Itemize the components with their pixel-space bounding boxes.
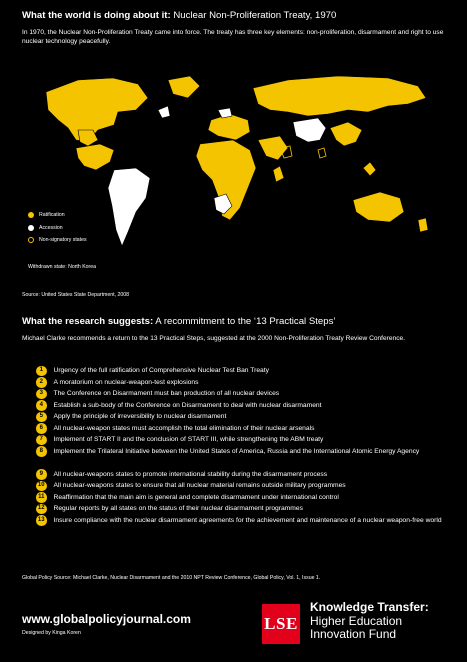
step-number-badge: 12 bbox=[36, 504, 47, 515]
step-item bbox=[36, 446, 456, 457]
step-item bbox=[36, 400, 456, 411]
legend-accession-dot bbox=[28, 225, 34, 231]
kt-line-2: Higher Education bbox=[310, 613, 403, 628]
step-text: Reaffirmation that the main aim is general and complete disarmament under international control bbox=[53, 493, 339, 501]
step-text: Apply the principle of irreversibility to nuclear disarmament bbox=[53, 413, 227, 420]
legend-item-ratification bbox=[28, 209, 87, 222]
legend-accession-label: Accession bbox=[39, 224, 63, 231]
step-number-badge: 5 bbox=[36, 412, 47, 423]
step-number-badge: 3 bbox=[36, 389, 47, 400]
step-text: Insure compliance with the nuclear disarmament agreements for the achievement and maintenance of a nuclear weapon-free world bbox=[53, 516, 442, 524]
step-text: Implement of START II and the conclusion of START III, while strengthening the ABM treaty bbox=[53, 436, 324, 443]
step-number-badge: 6 bbox=[36, 423, 47, 434]
step-item bbox=[36, 365, 456, 376]
step-item bbox=[36, 492, 456, 503]
legend-item-accession bbox=[28, 222, 87, 235]
step-item bbox=[36, 377, 456, 388]
step-item bbox=[36, 434, 456, 445]
section2-heading-bold: What the research suggests: bbox=[22, 316, 154, 327]
step-number-badge: 13 bbox=[36, 515, 47, 526]
designer-credit: Designed by Kinga Koren bbox=[22, 630, 81, 636]
step-number-badge: 10 bbox=[36, 481, 47, 492]
legend-non-signatory-dot bbox=[28, 237, 34, 243]
legend-item-non-signatory bbox=[28, 234, 87, 247]
step-item bbox=[36, 388, 456, 399]
step-number-badge: 11 bbox=[36, 492, 47, 503]
lse-logo: LSE bbox=[262, 604, 300, 644]
legend-non-signatory-label: Non-signatory states bbox=[39, 237, 87, 244]
step-item bbox=[36, 423, 456, 434]
step-item bbox=[36, 469, 456, 480]
section2-intro: Michael Clarke recommends a return to the 13 Practical Steps, suggested at the 2000 Non-Proliferation Treaty Review Conference. bbox=[22, 335, 405, 342]
section2-heading-rest: A recommitment to the ‘13 Practical Steps’ bbox=[153, 316, 336, 327]
step-text: The Conference on Disarmament must ban production of all nuclear devices bbox=[53, 390, 280, 397]
step-number-badge: 9 bbox=[36, 469, 47, 480]
kt-line-3: Innovation Fund bbox=[310, 627, 397, 642]
kt-line-1: Knowledge Transfer: bbox=[310, 600, 429, 614]
step-item bbox=[36, 411, 456, 422]
step-text: Establish a sub-body of the Conference on Disarmament to deal with nuclear disarmament bbox=[53, 401, 322, 409]
withdrawn-state-note: Withdrawn state: North Korea bbox=[28, 264, 97, 270]
section1-heading bbox=[22, 10, 336, 22]
step-number-badge: 1 bbox=[36, 366, 47, 377]
step-text: Regular reports by all states on the status of their nuclear disarmament programmes bbox=[53, 505, 303, 512]
map-source: Source: United States State Department, 2008 bbox=[22, 292, 129, 298]
step-number-badge: 2 bbox=[36, 377, 47, 388]
step-text: All nuclear-weapons states to ensure that all nuclear material remains outside military programmes bbox=[53, 482, 346, 489]
step-text: A moratorium on nuclear-weapon-test explosions bbox=[53, 378, 199, 386]
map-legend bbox=[28, 209, 87, 247]
step-text: Implement the Trilateral Initiative between the United States of America, Russia and the International Atomic Energy Agency bbox=[53, 447, 420, 455]
step-item bbox=[36, 515, 456, 526]
research-source: Global Policy Source: Michael Clarke, Nuclear Disarmament and the 2010 NPT Review Conference, Global Policy, Vol. 1, Issue 1. bbox=[22, 575, 321, 581]
section1-heading-rest: Nuclear Non-Proliferation Treaty, 1970 bbox=[170, 10, 337, 21]
step-text: All nuclear-weapons states to promote international stability during the disarmament process bbox=[53, 470, 328, 478]
section2-heading bbox=[22, 316, 336, 328]
step-item bbox=[36, 503, 456, 514]
step-number-badge: 8 bbox=[36, 446, 47, 457]
step-number-badge: 7 bbox=[36, 435, 47, 446]
step-text: All nuclear-weapon states must accomplish the total elimination of their nuclear arsenals bbox=[53, 424, 315, 432]
step-number-badge: 4 bbox=[36, 400, 47, 411]
step-item bbox=[36, 480, 456, 491]
journal-url-link[interactable]: www.globalpolicyjournal.com bbox=[22, 612, 191, 626]
knowledge-transfer-block bbox=[310, 601, 429, 642]
legend-ratification-label: Ratification bbox=[39, 212, 65, 219]
section1-heading-bold: What the world is doing about it: bbox=[22, 10, 171, 21]
section1-intro: In 1970, the Nuclear Non-Proliferation Treaty came into force. The treaty has three key elements: non-proliferation, disarmament and right to use nuclear technology peacefully. bbox=[22, 29, 444, 46]
step-text: Urgency of the full ratification of Comprehensive Nuclear Test Ban Treaty bbox=[53, 367, 269, 374]
legend-ratification-dot bbox=[28, 212, 34, 218]
